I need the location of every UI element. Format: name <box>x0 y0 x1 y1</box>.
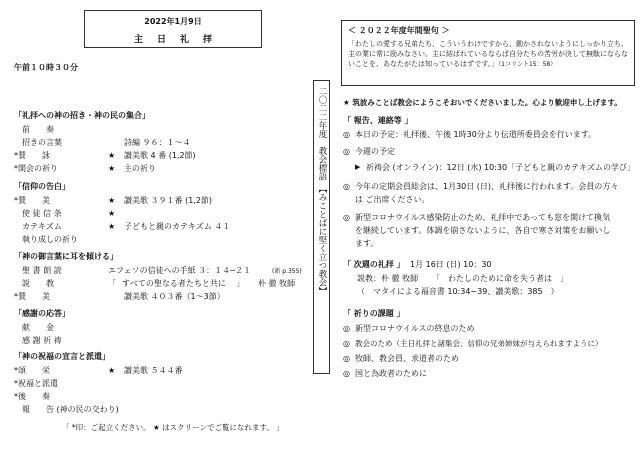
prayer-item: 牧師、教会員、求道者のため <box>355 354 459 363</box>
bullet-icon: ◎ <box>343 324 350 333</box>
star-mark: ★ <box>108 151 116 160</box>
announcement-item: 本日の予定：礼拝後、午後 1時30分より伝道所委員会を行います。 <box>355 130 597 139</box>
announcement-item-cont: ます。 <box>355 239 379 248</box>
section-heading: 「神の御言葉に耳を傾ける」 <box>14 252 118 261</box>
quote-mark: 「 <box>108 279 116 288</box>
prayer-item: 教会のため（主日礼拝と諸集会、信仰の兄弟姉妹が与えられますように） <box>355 339 603 348</box>
order-detail: 詩編 ９６：１～４ <box>124 138 191 147</box>
annual-verse-box <box>341 20 635 86</box>
order-label: *祝福と派遣 <box>14 379 58 388</box>
star-mark: ★ <box>108 209 116 218</box>
prayer-heading: 「 祈りの課題 」 <box>343 309 405 318</box>
service-time: 午前１０時３０分 <box>14 63 78 72</box>
order-label: 使 徒 信 条 <box>14 209 62 218</box>
order-label: *賛 詠 <box>14 151 50 160</box>
bullet-icon: ◎ <box>343 182 350 191</box>
order-label: 報 告 (神の民の交わり) <box>14 405 119 414</box>
announcement-item: 今年の定期会員総会は、1月30日 (日)、礼拝後に行われます。会員の方々 <box>355 182 619 191</box>
order-detail: 讃美歌 4 番 (1,2節) <box>124 151 196 160</box>
order-label: *後 奏 <box>14 392 50 401</box>
star-mark: ★ <box>108 164 116 173</box>
service-title: 主日礼拝 <box>133 35 226 45</box>
announcement-item: 新型コロナウイルス感染防止のため、礼拝中であっても窓を開けて換気 <box>355 213 611 222</box>
bullet-icon: ◎ <box>343 130 350 139</box>
section-heading: 「感謝の応答」 <box>14 309 70 318</box>
annual-verse-body <box>348 39 630 70</box>
announcements-heading: 「 報告、連絡等 」 <box>343 116 413 125</box>
announcement-item-cont: は ご出席ください。 <box>355 195 430 204</box>
announcement-item: 今週の予定 <box>355 147 395 156</box>
annual-verse-heading: ＜ ２０２２年度年間聖句 ＞ <box>348 26 450 35</box>
order-detail: 主の祈り <box>124 164 156 173</box>
church-motto: 二〇二二年度 教会標語 【みことばに堅く立つ教会】 <box>317 87 327 296</box>
section-heading: 「礼拝への神の招き・神の民の集合」 <box>14 111 150 120</box>
order-detail: 讃美歌 ３９１番 (1,2節) <box>124 196 213 205</box>
star-mark: ★ <box>108 366 116 375</box>
section-heading: 「信仰の告白」 <box>14 182 70 191</box>
next-sermon-title: 「 わたしのために命を失う者は 」 <box>432 274 568 283</box>
prayer-item: 新型コロナウイルスの終息のため <box>355 324 475 333</box>
order-label: *開会の祈り <box>14 164 58 173</box>
order-label: 説 教 <box>14 279 54 288</box>
footnote: 「 *印：ご起立ください。 ★ はスクリーンでご覧になれます。 」 <box>62 423 284 432</box>
order-label: 前 奏 <box>14 125 54 134</box>
next-service-heading: 「 次週の礼拝 」 <box>343 260 405 269</box>
sermon-title: すべての聖なる者たちと共に 」 <box>122 279 245 288</box>
order-label: *頌 栄 <box>14 366 50 375</box>
page-ref: (新 p.355) <box>272 268 302 275</box>
next-service-date: 1月 16日 (日) 10：30 <box>410 260 492 269</box>
order-label: 執り成しの祈り <box>14 235 78 244</box>
welcome-message: ★ 筑波みことば教会にようこそおいでくださいました。心より歓迎申し上げます。 <box>343 98 622 107</box>
bullet-icon: ◎ <box>343 147 350 156</box>
bullet-icon: ◎ <box>343 354 350 363</box>
bullet-icon: ◎ <box>343 339 350 348</box>
announcement-item: 祈祷会 (オンライン)：12日 (水) 10:30「子どもと親のカテキズムの学び」 <box>366 163 635 172</box>
prayer-item: 国と為政者のために <box>355 369 427 378</box>
order-label: *賛 美 <box>14 196 50 205</box>
star-mark: ★ <box>108 196 116 205</box>
order-label: 献 金 <box>14 323 54 332</box>
star-mark: ★ <box>108 222 116 231</box>
church-motto-box <box>313 80 330 374</box>
order-label: *賛 美 <box>14 292 50 301</box>
annual-verse-text: 「わたしの愛する兄弟たち、こういうわけですから、動かされないようにしっかり立ち、主の業に常に励みなさい。主に結ばれているならば自分たちの苦労が決して無駄にならないことを、あなたがたは知っているはずです。」 <box>348 40 628 68</box>
preacher: 朴 徹 牧師 <box>258 279 296 288</box>
title-box <box>84 10 262 48</box>
order-label: 招きの言葉 <box>14 138 62 147</box>
section-heading: 「神の祝福の宣言と派遣」 <box>14 352 110 361</box>
bullet-icon: ◎ <box>343 213 350 222</box>
order-detail: 讃美歌 ５４４番 <box>124 366 183 375</box>
service-date: 2022年1月9日 <box>144 17 202 26</box>
order-detail: 子どもと親のカテキズム ４１ <box>124 222 231 231</box>
next-preacher: 説教：朴 徹 牧師 <box>357 274 419 283</box>
play-icon: ▶ <box>355 163 361 171</box>
order-label: カテキズム <box>14 222 62 231</box>
announcement-item-cont: を継続しています。体調を崩さないように、各自で寒さ対策をお願いし <box>355 226 611 235</box>
next-scripture: （ マタイによる福音書 10:34−39、讃美歌：385 ） <box>357 287 559 296</box>
bullet-icon: ◎ <box>343 369 350 378</box>
order-label: 聖 書 朗 読 <box>14 266 62 275</box>
annual-verse-ref: （1コリント15：58） <box>498 61 557 68</box>
order-label: 感 謝 祈 祷 <box>14 336 62 345</box>
order-detail: 讃美歌 ４０３番（1〜3節） <box>124 292 225 301</box>
order-detail: エフェソの信徒への手紙 ３：１４─２１ <box>108 266 251 275</box>
